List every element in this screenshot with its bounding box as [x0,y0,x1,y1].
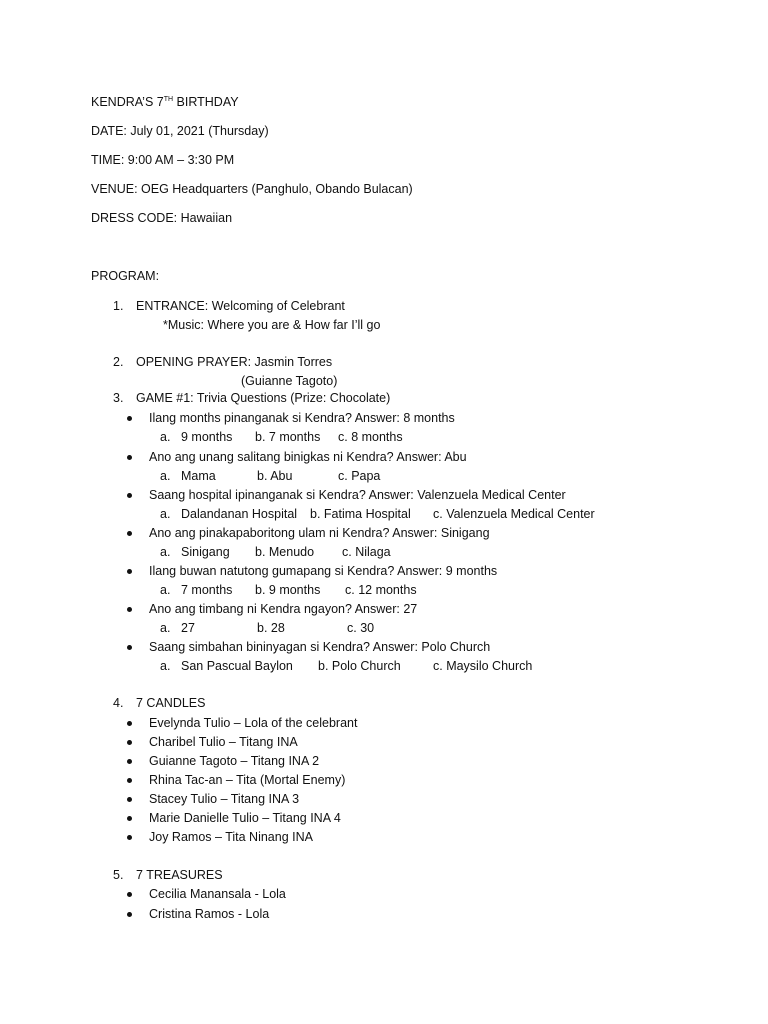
program-item-note: *Music: Where you are & How far I’ll go [163,318,381,332]
bullet [127,816,132,821]
choice-c: c. 12 months [345,583,417,597]
program-item-entrance: ENTRANCE: Welcoming of Celebrant [136,299,345,313]
choice-c: c. Papa [338,469,381,483]
trivia-question: Ilang buwan natutong gumapang si Kendra? Answer: 9 months [149,564,498,578]
choice-b: b. Polo Church [318,659,401,673]
choice-marker: a. [160,659,171,673]
choice-a: San Pascual Baylon [181,659,293,673]
bullet [127,569,132,574]
list-item: Evelynda Tulio – Lola of the celebrant [149,716,358,730]
bullet [127,759,132,764]
list-item: Guianne Tagoto – Titang INA 2 [149,754,320,768]
bullet [127,912,132,917]
list-item: Rhina Tac-an – Tita (Mortal Enemy) [149,773,346,787]
event-date: DATE: July 01, 2021 (Thursday) [91,124,269,138]
choice-a: 27 [181,621,195,635]
trivia-question: Ano ang unang salitang binigkas ni Kendra? Answer: Abu [149,450,467,464]
bullet [127,455,132,460]
choice-a: Mama [181,469,216,483]
choice-b: b. Fatima Hospital [310,507,411,521]
choice-b: b. Abu [257,469,293,483]
choice-c: c. 30 [347,621,375,635]
choice-b: b. 9 months [255,583,321,597]
list-item: Cristina Ramos - Lola [149,907,270,921]
list-item: Joy Ramos – Tita Ninang INA [149,830,313,844]
bullet [127,797,132,802]
bullet [127,531,132,536]
trivia-question: Ano ang pinakapaboritong ulam ni Kendra? Answer: Sinigang [149,526,490,540]
bullet [127,607,132,612]
trivia-question: Ilang months pinanganak si Kendra? Answer: 8 months [149,411,455,425]
choice-marker: a. [160,621,171,635]
choice-marker: a. [160,545,171,559]
program-item-game: GAME #1: Trivia Questions (Prize: Chocolate) [136,391,391,405]
bullet [127,493,132,498]
bullet [127,892,132,897]
program-heading: PROGRAM: [91,269,160,283]
event-venue: VENUE: OEG Headquarters (Panghulo, Obando Bulacan) [91,182,413,196]
choice-a: 9 months [181,430,233,444]
choice-c: c. 8 months [338,430,403,444]
choice-marker: a. [160,583,171,597]
choice-c: c. Valenzuela Medical Center [433,507,595,521]
bullet [127,645,132,650]
event-dress-code: DRESS CODE: Hawaiian [91,211,233,225]
trivia-question: Saang hospital ipinanganak si Kendra? Answer: Valenzuela Medical Center [149,488,566,502]
choice-b: b. 28 [257,621,285,635]
choice-b: b. Menudo [255,545,315,559]
bullet [127,721,132,726]
program-item-number: 4. [113,696,124,710]
choice-marker: a. [160,469,171,483]
choice-a: 7 months [181,583,233,597]
choice-c: c. Maysilo Church [433,659,533,673]
program-item-number: 3. [113,391,124,405]
program-item-number: 2. [113,355,124,369]
choice-marker: a. [160,430,171,444]
event-time: TIME: 9:00 AM – 3:30 PM [91,153,235,167]
trivia-question: Ano ang timbang ni Kendra ngayon? Answer: 27 [149,602,418,616]
program-item-number: 1. [113,299,124,313]
list-item: Charibel Tulio – Titang INA [149,735,298,749]
program-item-treasures: 7 TREASURES [136,868,223,882]
program-item-candles: 7 CANDLES [136,696,206,710]
bullet [127,416,132,421]
list-item: Marie Danielle Tulio – Titang INA 4 [149,811,341,825]
event-title: KENDRA’S 7TH BIRTHDAY [91,95,239,109]
choice-marker: a. [160,507,171,521]
choice-b: b. 7 months [255,430,321,444]
choice-a: Dalandanan Hospital [181,507,298,521]
bullet [127,740,132,745]
program-item-number: 5. [113,868,124,882]
trivia-question: Saang simbahan bininyagan si Kendra? Answer: Polo Church [149,640,491,654]
program-item-opening-prayer: OPENING PRAYER: Jasmin Torres [136,355,333,369]
program-item-note: (Guianne Tagoto) [241,374,338,388]
choice-a: Sinigang [181,545,230,559]
bullet [127,835,132,840]
bullet [127,778,132,783]
choice-c: c. Nilaga [342,545,391,559]
list-item: Cecilia Manansala - Lola [149,887,286,901]
list-item: Stacey Tulio – Titang INA 3 [149,792,300,806]
